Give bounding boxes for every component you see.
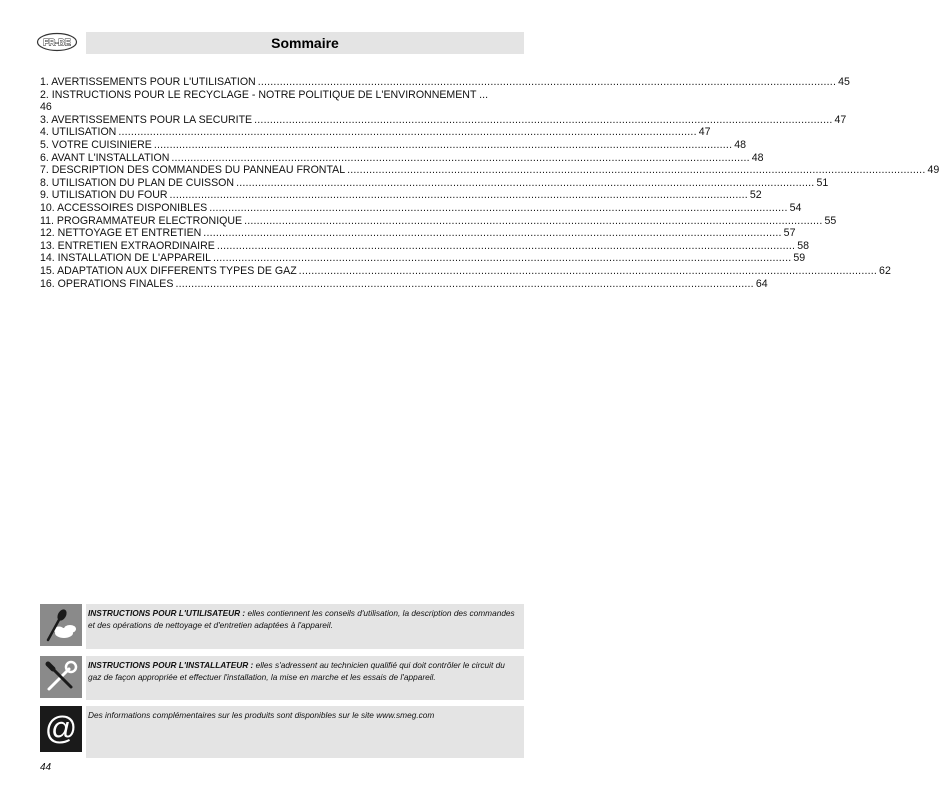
toc-entry-title: 4. UTILISATION	[40, 126, 117, 139]
toc-entry	[40, 113, 847, 127]
toc-entry-title: 3. AVERTISSEMENTS POUR LA SECURITE	[40, 113, 253, 126]
language-badge	[36, 32, 78, 52]
toc-leader-dots: ........................................................................................................................................................................................	[216, 239, 796, 252]
toc-entry-title: 10. ACCESSOIRES DISPONIBLES	[40, 201, 208, 214]
toc-entry	[40, 252, 806, 265]
toc-entry-title: 5. VOTRE CUISINIERE	[40, 138, 152, 151]
info-box-user	[40, 604, 524, 649]
page-title: Sommaire	[271, 35, 339, 51]
toc-leader-dots: ........................................................................................................................................................................................	[153, 138, 733, 151]
toc-leader-dots: ........................................................................................................................................................................................	[169, 189, 748, 202]
toc-entry-page: 48	[734, 138, 747, 151]
toc-entry-page: 48	[751, 151, 764, 164]
toc-entry-title: 11. PROGRAMMATEUR ELECTRONIQUE	[40, 214, 243, 227]
toc-entry	[40, 151, 764, 165]
chef-spoon-icon	[40, 604, 82, 646]
toc-entry-title: 6. AVANT L'INSTALLATION	[40, 151, 170, 164]
toc-leader-dots: ........................................................................................................................................................................................	[209, 201, 788, 214]
toc-entry-page: 62	[879, 264, 891, 277]
at-sign-icon	[40, 706, 82, 752]
toc-leader-dots: ........................................................................................................................................................................................	[298, 264, 878, 277]
toc-entry-title: 14. INSTALLATION DE L'APPAREIL	[40, 252, 211, 265]
header-bar	[86, 32, 524, 54]
svg-text:@: @	[44, 710, 78, 746]
info-box-installer	[40, 656, 524, 700]
tools-icon	[40, 656, 82, 698]
toc-entry-page: 49	[927, 164, 939, 177]
toc-leader-dots: ........................................................................................................................................................................................	[118, 126, 697, 139]
toc-leader-dots: ........................................................................................................................................................................................	[213, 252, 792, 265]
toc-entry-page: 45	[838, 76, 850, 88]
toc-entry-title: 15. ADAPTATION AUX DIFFERENTS TYPES DE GAZ	[40, 264, 297, 277]
toc-entry-page: 51	[816, 176, 829, 189]
toc-entry-page: 59	[793, 252, 806, 265]
toc-entry-title: 12. NETTOYAGE ET ENTRETIEN	[40, 227, 202, 240]
info-box-web	[40, 706, 524, 758]
toc-entry	[40, 89, 524, 114]
info-installer-text: elles s'adressent au technicien qualifié qui doit contrôler le circuit du gaz de façon appropriée et effectuer l'installation, la mise en marche et les essais de l'appareil.	[88, 660, 505, 682]
language-badge-label: FR-BE	[43, 37, 71, 48]
toc-entry	[40, 138, 747, 152]
toc-entry-page: 47	[698, 126, 711, 139]
toc-entry-page: 64	[755, 277, 768, 290]
toc-leader-dots: ........................................................................................................................................................................................	[244, 214, 823, 227]
toc-leader-dots: ........................................................................................................................................................................................	[203, 227, 782, 240]
toc-entry-title: 9. UTILISATION DU FOUR	[40, 189, 168, 202]
toc-entry	[40, 176, 829, 190]
toc-entry	[40, 189, 762, 202]
toc-entry	[40, 201, 802, 215]
toc-entry-page: 57	[783, 227, 796, 240]
info-user-heading: INSTRUCTIONS POUR L'UTILISATEUR :	[88, 608, 246, 618]
toc-leader-dots: ........................................................................................................................................................................................	[257, 76, 837, 88]
info-installer-heading: INSTRUCTIONS POUR L'INSTALLATEUR :	[88, 660, 254, 670]
toc-entry-title: 1. AVERTISSEMENTS POUR L'UTILISATION	[40, 76, 256, 88]
toc-entry	[40, 239, 809, 253]
toc-leader-dots: ........................................................................................................................................................................................	[254, 113, 833, 126]
toc-entry-title: 7. DESCRIPTION DES COMMANDES DU PANNEAU FRONTAL	[40, 164, 346, 177]
toc-entry	[40, 214, 837, 228]
toc-entry-page: 52	[749, 189, 762, 202]
toc-leader-dots: ........................................................................................................................................................................................	[236, 176, 815, 189]
toc-entry-title: 2. INSTRUCTIONS POUR LE RECYCLAGE - NOTRE POLITIQUE DE L'ENVIRONNEMENT ...	[40, 88, 489, 101]
table-of-contents	[40, 76, 939, 290]
toc-entry-title: 8. UTILISATION DU PLAN DE CUISSON	[40, 176, 235, 189]
toc-entry-page: 55	[824, 214, 837, 227]
toc-entry	[40, 264, 891, 278]
toc-leader-dots: ........................................................................................................................................................................................	[175, 277, 754, 290]
info-user-text: elles contiennent les conseils d'utilisation, la description des commandes et des opérations de nettoyage et d'entretien adaptées à l'appareil.	[88, 608, 515, 630]
toc-entry-page: 58	[797, 239, 809, 252]
page-number: 44	[40, 762, 52, 773]
toc-entry-page: 54	[789, 201, 802, 214]
toc-entry	[40, 126, 711, 139]
info-web-text: Des informations complémentaires sur les produits sont disponibles sur le site www.smeg.com	[88, 710, 435, 720]
toc-entry-page: 47	[834, 113, 847, 126]
toc-entry-title: 13. ENTRETIEN EXTRAORDINAIRE	[40, 239, 215, 252]
toc-entry	[40, 164, 939, 177]
toc-entry	[40, 227, 796, 240]
toc-entry-page: 46	[40, 101, 52, 114]
toc-entry	[40, 76, 850, 89]
toc-leader-dots: ........................................................................................................................................................................................	[171, 151, 750, 164]
toc-leader-dots: ........................................................................................................................................................................................	[347, 164, 926, 177]
toc-entry-title: 16. OPERATIONS FINALES	[40, 277, 174, 290]
toc-entry	[40, 277, 768, 291]
